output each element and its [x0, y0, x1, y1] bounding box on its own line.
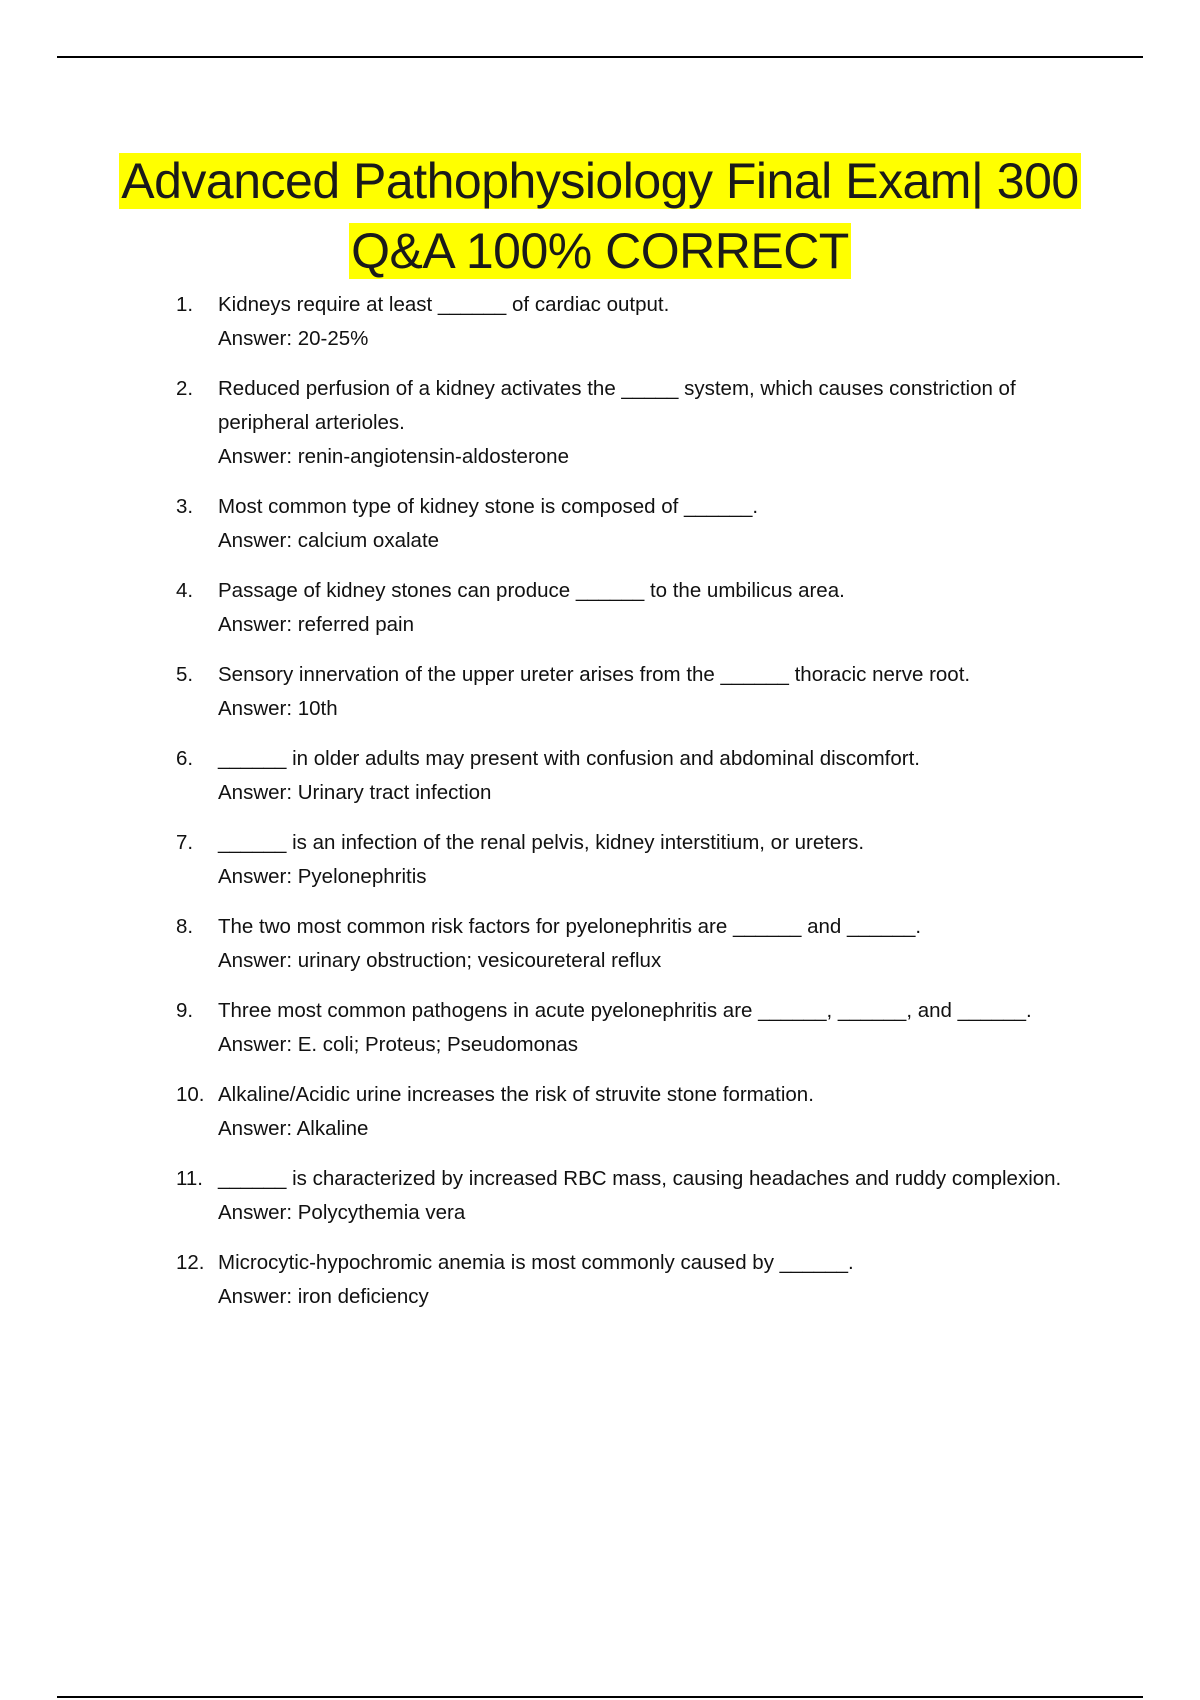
question-item [176, 288, 1096, 356]
question-item [176, 826, 1096, 894]
title-line-1: Advanced Pathophysiology Final Exam| 300 [121, 153, 1079, 209]
answer-text: Answer: iron deficiency [218, 1285, 429, 1308]
question-text: Microcytic-hypochromic anemia is most commonly caused by ______. [218, 1251, 854, 1274]
question-number: 9. [176, 999, 194, 1022]
question-text: The two most common risk factors for pyelonephritis are ______ and ______. [218, 915, 922, 938]
question-text: ______ in older adults may present with confusion and abdominal discomfort. [218, 747, 920, 770]
answer-text: Answer: Urinary tract infection [218, 781, 492, 804]
question-number: 12. [176, 1251, 205, 1274]
title-line-2: Q&A 100% CORRECT [351, 223, 849, 279]
question-item [176, 372, 1096, 474]
top-rule [57, 56, 1143, 58]
question-item [176, 994, 1096, 1062]
answer-text: Answer: 20-25% [218, 327, 369, 350]
question-text: ______ is an infection of the renal pelvis, kidney interstitium, or ureters. [218, 831, 865, 854]
answer-text: Answer: Alkaline [218, 1117, 369, 1140]
answer-text: Answer: urinary obstruction; vesicoureteral reflux [218, 949, 662, 972]
answer-text: Answer: Polycythemia vera [218, 1201, 466, 1224]
question-text: Most common type of kidney stone is composed of ______. [218, 495, 759, 518]
question-text: ______ is characterized by increased RBC mass, causing headaches and ruddy complexion. [218, 1167, 1062, 1190]
question-item [176, 1078, 1096, 1146]
answer-text: Answer: 10th [218, 697, 338, 720]
question-item [176, 490, 1096, 558]
question-text: Three most common pathogens in acute pyelonephritis are ______, ______, and ______. [218, 999, 1032, 1022]
question-item [176, 910, 1096, 978]
question-number: 6. [176, 747, 194, 770]
question-text: Sensory innervation of the upper ureter arises from the ______ thoracic nerve root. [218, 663, 971, 686]
question-item [176, 658, 1096, 726]
question-number: 5. [176, 663, 194, 686]
question-number: 11. [176, 1167, 203, 1190]
question-item [176, 1162, 1096, 1230]
question-item [176, 1246, 1096, 1314]
question-list [176, 288, 1096, 1330]
question-text: Passage of kidney stones can produce ______ to the umbilicus area. [218, 579, 845, 602]
question-number: 2. [176, 377, 194, 400]
question-text: Kidneys require at least ______ of cardiac output. [218, 293, 670, 316]
question-number: 8. [176, 915, 194, 938]
question-text: Reduced perfusion of a kidney activates the _____ system, which causes constriction of peripheral arterioles. [218, 377, 1016, 434]
question-number: 1. [176, 293, 194, 316]
document-title [100, 146, 1100, 286]
answer-text: Answer: referred pain [218, 613, 414, 636]
question-number: 3. [176, 495, 194, 518]
question-item [176, 742, 1096, 810]
question-text: Alkaline/Acidic urine increases the risk of struvite stone formation. [218, 1083, 814, 1106]
bottom-rule [57, 1696, 1143, 1698]
answer-text: Answer: calcium oxalate [218, 529, 440, 552]
question-number: 10. [176, 1083, 205, 1106]
answer-text: Answer: Pyelonephritis [218, 865, 427, 888]
answer-text: Answer: renin-angiotensin-aldosterone [218, 445, 569, 468]
question-number: 7. [176, 831, 194, 854]
question-number: 4. [176, 579, 194, 602]
answer-text: Answer: E. coli; Proteus; Pseudomonas [218, 1033, 579, 1056]
question-item [176, 574, 1096, 642]
